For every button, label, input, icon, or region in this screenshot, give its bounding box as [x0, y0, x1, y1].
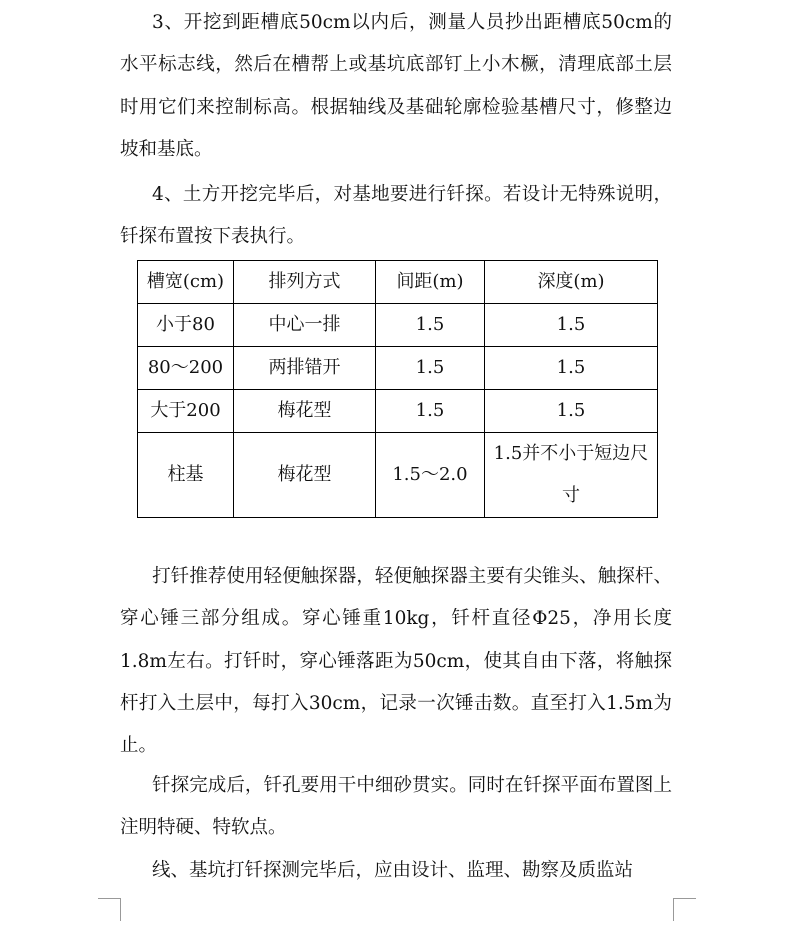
probe-layout-table — [137, 260, 658, 518]
table-header-cell: 排列方式 — [234, 261, 376, 304]
table-cell: 1.5 — [376, 390, 485, 433]
table-cell: 1.5并不小于短边尺寸 — [485, 433, 658, 518]
table-cell: 两排错开 — [234, 347, 376, 390]
table-cell: 小于80 — [138, 304, 234, 347]
table-row — [138, 390, 658, 433]
table-cell: 1.5～2.0 — [376, 433, 485, 518]
table-cell: 1.5 — [376, 347, 485, 390]
table-cell: 柱基 — [138, 433, 234, 518]
table-cell: 梅花型 — [234, 433, 376, 518]
table-cell: 1.5 — [485, 347, 658, 390]
page-corner-mark-right — [673, 898, 696, 921]
paragraph-probe-finish: 钎探完成后，钎孔要用干中细砂贯实。同时在钎探平面布置图上注明特硬、特软点。 — [120, 775, 672, 839]
table-cell: 1.5 — [485, 304, 658, 347]
table-cell: 1.5 — [376, 304, 485, 347]
table-header-row — [138, 261, 658, 304]
table-header-cell: 间距(m) — [376, 261, 485, 304]
table-row — [138, 347, 658, 390]
table-row — [138, 433, 658, 518]
paragraph-probe-tool: 打钎推荐使用轻便触探器，轻便触探器主要有尖锥头、触探杆、穿心锤三部分组成。穿心锤重10kg，钎杆直径Φ25，净用长度1.8m左右。打钎时，穿心锤落距为50cm，使其自由下落，将触探杆打入土层中，每打入30cm，记录一次锤击数。直至打入1.5m为止。 — [120, 566, 672, 757]
paragraph-step-4: 4、土方开挖完毕后，对基地要进行钎探。若设计无特殊说明，钎探布置按下表执行。 — [120, 184, 672, 248]
table-cell: 1.5 — [485, 390, 658, 433]
table-row — [138, 304, 658, 347]
table-cell: 80～200 — [138, 347, 234, 390]
table-header-cell: 槽宽(cm) — [138, 261, 234, 304]
table-cell: 梅花型 — [234, 390, 376, 433]
paragraph-step-3: 3、开挖到距槽底50cm以内后，测量人员抄出距槽底50cm的水平标志线，然后在槽帮上或基坑底部钉上小木橛，清理底部土层时用它们来控制标高。根据轴线及基础轮廓检验基槽尺寸，修整边坡和基底。 — [120, 12, 672, 160]
page-corner-mark-left — [98, 898, 121, 921]
table-cell: 中心一排 — [234, 304, 376, 347]
table-header-cell: 深度(m) — [485, 261, 658, 304]
paragraph-inspection: 线、基坑打钎探测完毕后，应由设计、监理、勘察及质监站 — [152, 860, 634, 881]
table-cell: 大于200 — [138, 390, 234, 433]
